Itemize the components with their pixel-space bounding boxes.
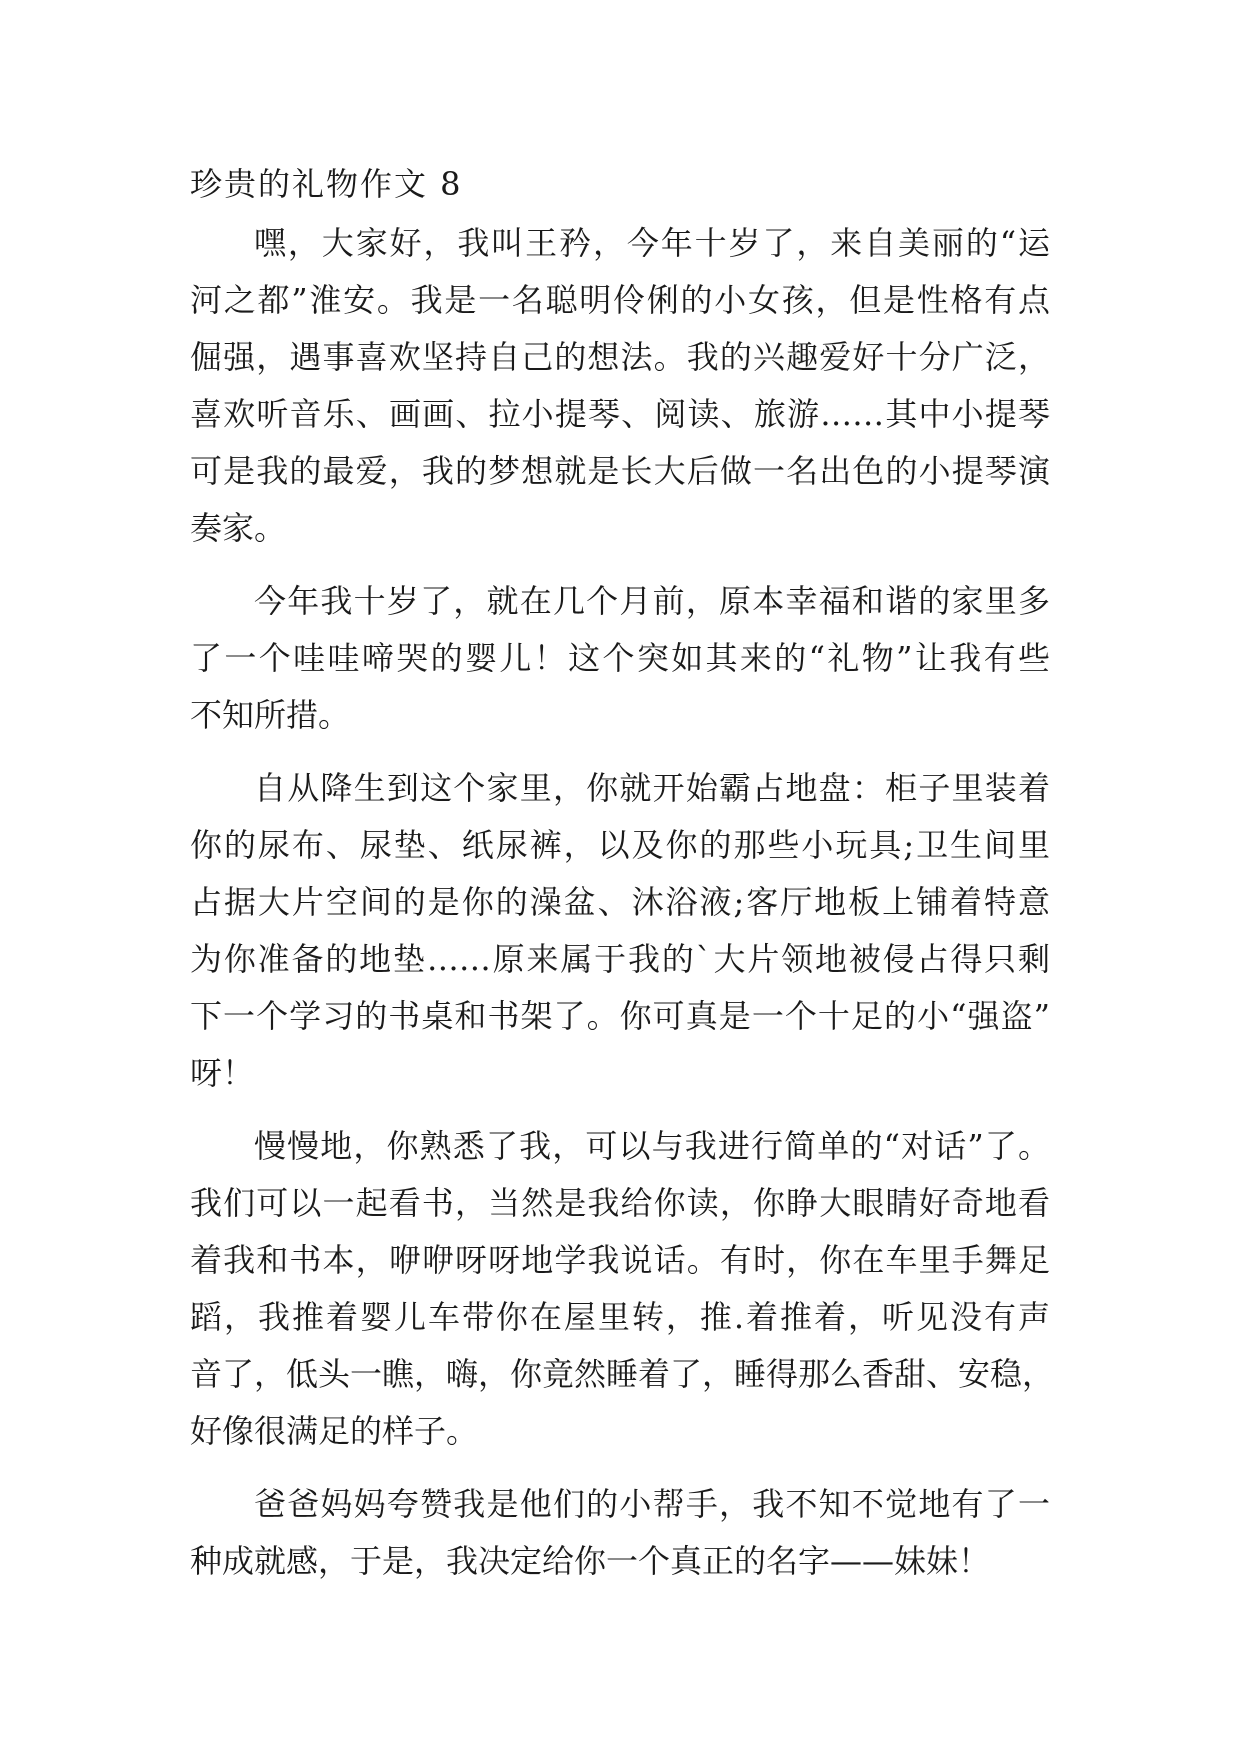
text-line: 呀！ <box>190 1054 255 1092</box>
text-line: 自从降生到这个家里，你就开始霸占地盘：柜子里装着 <box>254 769 1050 807</box>
document-title: 珍贵的礼物作文 8 <box>190 165 463 203</box>
text-line: 喜欢听音乐、画画、拉小提琴、阅读、旅游……其中小提琴 <box>190 395 1050 433</box>
text-line: 可是我的最爱，我的梦想就是长大后做一名出色的小提琴演 <box>190 452 1050 490</box>
text-line: 下一个学习的书桌和书架了。你可真是一个十足的小“强盗” <box>190 997 1050 1035</box>
text-line: 奏家。 <box>190 509 287 547</box>
text-line: 倔强，遇事喜欢坚持自己的想法。我的兴趣爱好十分广泛， <box>190 338 1050 376</box>
text-line: 占据大片空间的是你的澡盆、沐浴液;客厅地板上铺着特意 <box>190 883 1050 921</box>
text-line: 不知所措。 <box>190 696 351 734</box>
text-line: 为你准备的地垫……原来属于我的`大片领地被侵占得只剩 <box>190 940 1050 978</box>
paragraph-sister <box>190 1476 1050 1590</box>
document-body <box>190 215 1055 1606</box>
text-line: 嘿，大家好，我叫王矜，今年十岁了，来自美丽的“运 <box>254 224 1050 262</box>
text-line: 着我和书本，咿咿呀呀地学我说话。有时，你在车里手舞足 <box>190 1241 1050 1279</box>
text-line: 种成就感，于是，我决定给你一个真正的名字——妹妹！ <box>190 1542 991 1580</box>
text-line: 蹈，我推着婴儿车带你在屋里转，推.着推着，听见没有声 <box>190 1298 1050 1336</box>
text-line: 我们可以一起看书，当然是我给你读，你睁大眼睛好奇地看 <box>190 1184 1050 1222</box>
text-line: 你的尿布、尿垫、纸尿裤，以及你的那些小玩具;卫生间里 <box>190 826 1050 864</box>
text-line: 河之都”淮安。我是一名聪明伶俐的小女孩，但是性格有点 <box>190 281 1050 319</box>
paragraph-territory <box>190 760 1050 1102</box>
text-line: 慢慢地，你熟悉了我，可以与我进行简单的“对话”了。 <box>254 1127 1050 1165</box>
text-line: 爸爸妈妈夸赞我是他们的小帮手，我不知不觉地有了一 <box>254 1485 1050 1523</box>
text-line: 音了，低头一瞧，嗨，你竟然睡着了，睡得那么香甜、安稳， <box>190 1355 1055 1393</box>
paragraph-intro <box>190 215 1050 557</box>
text-line: 好像很满足的样子。 <box>190 1412 479 1450</box>
text-line: 了一个哇哇啼哭的婴儿！这个突如其来的“礼物”让我有些 <box>190 639 1050 677</box>
paragraph-new-baby <box>190 573 1050 744</box>
paragraph-dialogue <box>190 1118 1055 1460</box>
text-line: 今年我十岁了，就在几个月前，原本幸福和谐的家里多 <box>254 582 1050 620</box>
